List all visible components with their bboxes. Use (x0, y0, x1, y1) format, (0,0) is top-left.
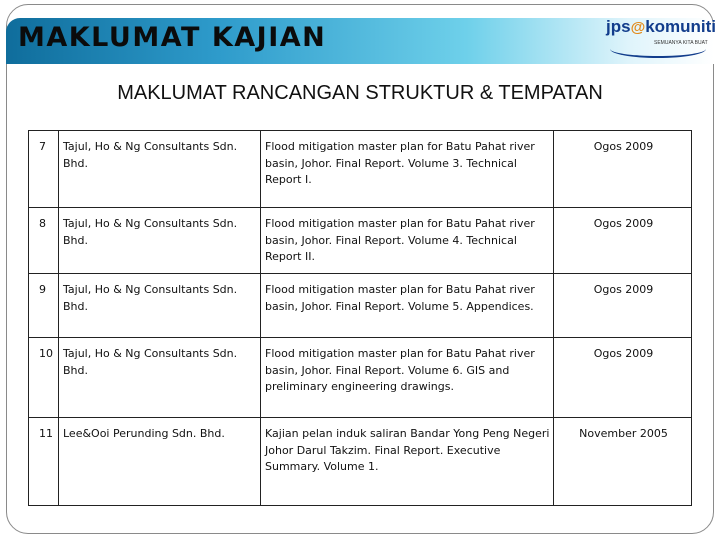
table-row (29, 208, 692, 274)
row-number: 8 (29, 208, 59, 274)
section-subtitle: MAKLUMAT RANCANGAN STRUKTUR & TEMPATAN (117, 82, 603, 104)
consultant-cell: Tajul, Ho & Ng Consultants Sdn. Bhd. (59, 338, 261, 418)
report-title-cell: Flood mitigation master plan for Batu Pahat river basin, Johor. Final Report. Volume 6. GIS and preliminary engineering drawings. (261, 338, 554, 418)
report-title-cell: Kajian pelan induk saliran Bandar Yong Peng Negeri Johor Darul Takzim. Final Report. Executive Summary. Volume 1. (261, 418, 554, 506)
row-number: 10 (29, 338, 59, 418)
report-title-cell: Flood mitigation master plan for Batu Pahat river basin, Johor. Final Report. Volume 5. Appendices. (261, 274, 554, 338)
consultant-cell: Lee&Ooi Perunding Sdn. Bhd. (59, 418, 261, 506)
logo-tail: komuniti (645, 17, 717, 36)
report-title-cell: Flood mitigation master plan for Batu Pahat river basin, Johor. Final Report. Volume 3. Technical Report I. (261, 131, 554, 208)
logo-tagline: SEMUANYA KITA BUAT (654, 40, 708, 46)
row-number: 9 (29, 274, 59, 338)
report-title-cell: Flood mitigation master plan for Batu Pahat river basin, Johor. Final Report. Volume 4. Technical Report II. (261, 208, 554, 274)
logo-at: @ (630, 19, 646, 36)
table-row (29, 418, 692, 506)
jps-komuniti-logo (606, 16, 717, 60)
date-cell: Ogos 2009 (554, 274, 692, 338)
consultant-cell: Tajul, Ho & Ng Consultants Sdn. Bhd. (59, 274, 261, 338)
date-cell: Ogos 2009 (554, 131, 692, 208)
logo-main: jps (606, 17, 631, 36)
logo-text (606, 17, 716, 37)
date-cell: Ogos 2009 (554, 208, 692, 274)
date-cell: Ogos 2009 (554, 338, 692, 418)
date-cell: November 2005 (554, 418, 692, 506)
page-title: MAKLUMAT KAJIAN (18, 22, 327, 53)
consultant-cell: Tajul, Ho & Ng Consultants Sdn. Bhd. (59, 208, 261, 274)
study-table (28, 130, 692, 506)
table-row (29, 131, 692, 208)
row-number: 11 (29, 418, 59, 506)
table-row (29, 338, 692, 418)
consultant-cell: Tajul, Ho & Ng Consultants Sdn. Bhd. (59, 131, 261, 208)
table-row (29, 274, 692, 338)
row-number: 7 (29, 131, 59, 208)
